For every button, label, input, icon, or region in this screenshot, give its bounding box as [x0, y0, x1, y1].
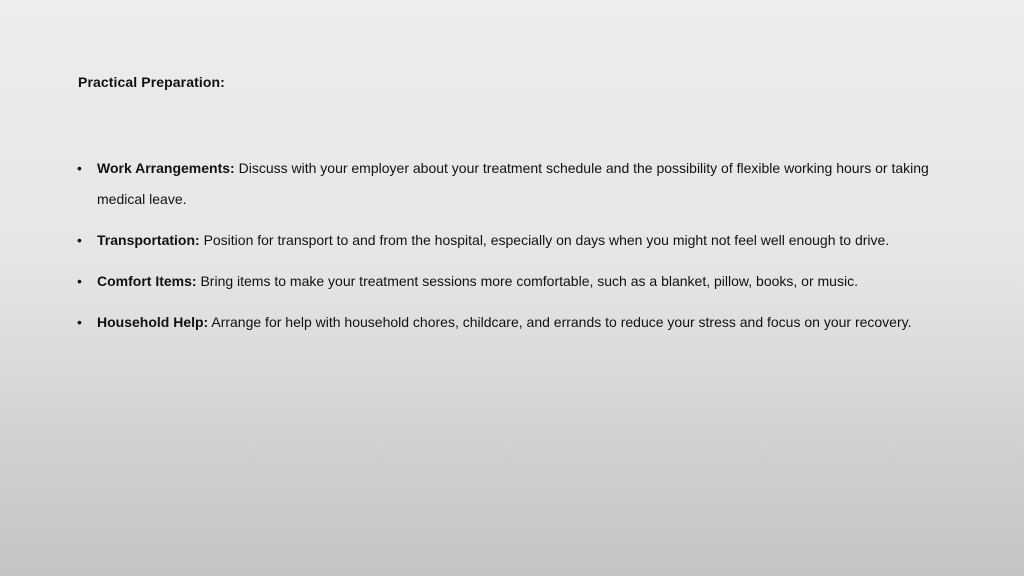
bullet-title: Work Arrangements:	[97, 160, 235, 176]
bullet-title: Household Help:	[97, 314, 209, 330]
bullet-title: Transportation:	[97, 232, 200, 248]
bullet-dot-icon: •	[77, 160, 82, 176]
bullet-list	[77, 153, 957, 348]
bullet-dot-icon: •	[77, 314, 82, 330]
bullet-text: Arrange for help with household chores, childcare, and errands to reduce your stress and focus on your recovery.	[211, 314, 912, 330]
bullet-transportation	[77, 225, 957, 256]
bullet-comfort-items	[77, 266, 957, 297]
bullet-text: Bring items to make your treatment sessions more comfortable, such as a blanket, pillow, books, or music.	[200, 273, 858, 289]
bullet-title: Comfort Items:	[97, 273, 197, 289]
bullet-work-arrangements	[77, 153, 957, 215]
slide-heading: Practical Preparation:	[78, 74, 225, 90]
bullet-dot-icon: •	[77, 273, 82, 289]
bullet-text: Position for transport to and from the hospital, especially on days when you might not feel well enough to drive.	[203, 232, 890, 248]
bullet-text: Discuss with your employer about your treatment schedule and the possibility of flexible working hours or taking medical leave.	[97, 160, 929, 207]
bullet-household-help	[77, 307, 957, 338]
bullet-dot-icon: •	[77, 232, 82, 248]
